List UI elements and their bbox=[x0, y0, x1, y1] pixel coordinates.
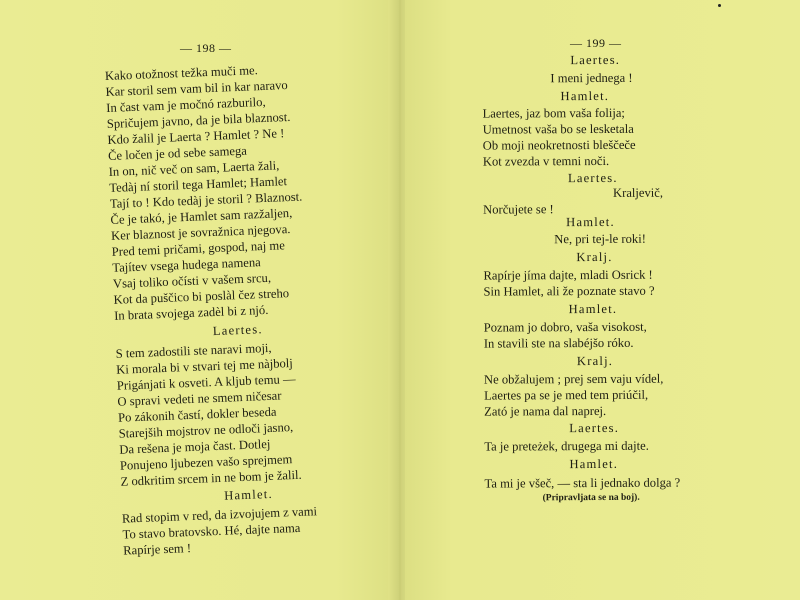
verse-line: Ki morala bi v stvari tej me nàjbolj bbox=[116, 356, 294, 377]
left-page bbox=[0, 0, 395, 600]
verse-line: Spričujem javno, da je bila blaznost. bbox=[106, 109, 291, 131]
speaker-name: Laertes. bbox=[212, 322, 263, 339]
verse-line: Prigánjati k osveti. A kljub temu — bbox=[116, 371, 296, 393]
verse-line: Ker blaznost je sovražnica njegova. bbox=[110, 222, 291, 243]
verse-line: Ta je preteżek, drugega mi dajte. bbox=[484, 438, 649, 454]
verse-line: Pred temi pričami, gospod, naj me bbox=[111, 238, 286, 259]
speaker-name: Hamlet. bbox=[223, 486, 274, 503]
verse-line: Ne obžalujem ; prej sem vaju vídel, bbox=[483, 371, 664, 387]
verse-line: Ne, pri tej-le roki! bbox=[554, 231, 646, 247]
verse-line: To stavo bratovsko. Hé, dajte nama bbox=[122, 520, 301, 542]
verse-line: O spravi vedeti ne smem ničesar bbox=[117, 388, 282, 409]
verse-line: Z odkritim srcem in ne bom je žalil. bbox=[120, 467, 302, 489]
verse-line: In on, nič več on sam, Laerta žali, bbox=[108, 158, 280, 179]
speaker-name: Hamlet. bbox=[569, 456, 619, 472]
verse-line: Poznam jo dobro, vaša visokost, bbox=[483, 319, 647, 335]
speaker-name: Laertes. bbox=[569, 420, 620, 436]
verse-line: Da rešena je moja čast. Dotlej bbox=[119, 436, 271, 457]
verse-line: In brata svojega zadèl bi z njó. bbox=[113, 302, 269, 323]
verse-line: Kot da puščico bi poslàl čez streho bbox=[113, 286, 290, 307]
speaker-name: Hamlet. bbox=[560, 88, 610, 104]
verse-line: S tem zadostili ste naravi moji, bbox=[115, 340, 272, 361]
page-number-right: — 199 — bbox=[570, 36, 622, 50]
verse-line: Rad stopim v red, da izvojujem z vami bbox=[121, 504, 318, 526]
verse-line: Tedàj ní storil tega Hamlet; Hamlet bbox=[109, 174, 288, 195]
verse-line: Ta mi je všeč, — sta li jednako dolga ? bbox=[484, 475, 681, 491]
verse-line: Kar storil sem vam bil in kar naravo bbox=[105, 78, 288, 100]
verse-line: In čast vam je močnó razburilo, bbox=[105, 94, 266, 115]
verse-line: Vsaj toliko očísti v vašem srcu, bbox=[112, 270, 272, 291]
verse-line: Rapírje jíma dajte, mladi Osrick ! bbox=[483, 267, 653, 283]
right-page bbox=[405, 0, 800, 600]
speaker-name: Laertes. bbox=[567, 170, 618, 186]
verse-line: Po zákonih častí, dokler beseda bbox=[117, 404, 277, 425]
verse-line: Sin Hamlet, ali že poznate stavo ? bbox=[483, 283, 655, 299]
verse-line: Kraljevič, bbox=[612, 185, 664, 200]
verse-line: Kot zvezda v temni noči. bbox=[482, 153, 610, 169]
verse-line: Če ločen je od sebe samega bbox=[107, 143, 248, 163]
verse-line: Tajítev vsega hudega namena bbox=[112, 255, 261, 275]
verse-line: Če je takó, je Hamlet sam razžaljen, bbox=[110, 205, 293, 227]
verse-line: Tají to ! Kdo tedàj je storil ? Blaznost. bbox=[109, 189, 303, 211]
verse-line: Norčujete se ! bbox=[483, 202, 554, 217]
verse-line: I meni jednega ! bbox=[550, 70, 633, 86]
speaker-name: Hamlet. bbox=[566, 214, 615, 230]
verse-line: Kako otožnost težka muči me. bbox=[104, 63, 258, 84]
verse-line: In stavili ste na slabéjšo róko. bbox=[483, 335, 634, 351]
verse-line: Starejših mojstrov ne odloči jasno, bbox=[118, 420, 294, 441]
verse-line: Rapírje sem ! bbox=[122, 541, 192, 558]
speaker-name: Kralj. bbox=[576, 249, 613, 265]
stage-direction: (Pripravljata se na boj). bbox=[542, 492, 640, 504]
verse-line: Ponujeno ljubezen vašo sprejmem bbox=[119, 452, 293, 473]
speaker-name: Laertes. bbox=[570, 52, 621, 68]
verse-line: Zató je nama dal naprej. bbox=[484, 403, 607, 419]
speaker-name: Kralj. bbox=[576, 353, 614, 369]
page-number-left: — 198 — bbox=[180, 41, 232, 55]
verse-line: Laertes pa se je med tem priúčil, bbox=[484, 387, 649, 403]
ink-speck bbox=[718, 4, 721, 7]
verse-line: Laertes, jaz bom vaša folija; bbox=[482, 105, 625, 121]
verse-line: Kdo žalil je Laerta ? Hamlet ? Ne ! bbox=[107, 126, 285, 147]
verse-line: Ob moji neokretnosti bleščeče bbox=[482, 137, 636, 153]
speaker-name: Hamlet. bbox=[568, 301, 618, 317]
verse-line: Umetnost vaša bo se lesketala bbox=[482, 121, 634, 137]
